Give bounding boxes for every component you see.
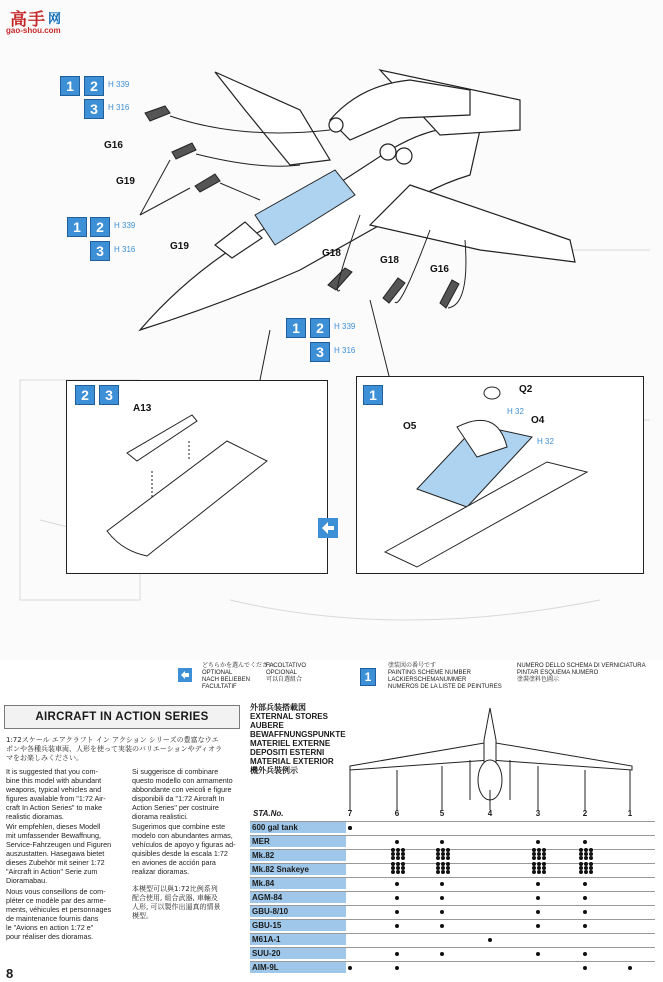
- store-name: GBU-15: [250, 920, 346, 931]
- legend-scheme: [388, 663, 502, 691]
- scheme-badge-3: 3: [310, 342, 330, 362]
- store-mark: [391, 870, 395, 874]
- stores-header-line: MATERIAL EXTERIOR: [250, 757, 334, 766]
- station-number: 4: [487, 809, 493, 818]
- store-mark: [446, 870, 450, 874]
- series-text-es: Sugerimos que combine este modelo con abundantes armas, vehículos de apoyo y figuras ad- quisibles desde la escala 1:72 en aviones de acción para realizar dioramas.: [132, 822, 236, 876]
- legend-line: FACOLTATIVO: [266, 663, 307, 669]
- scheme-badge-1: 1: [363, 385, 383, 405]
- store-name: AGM-84: [250, 892, 346, 903]
- store-mark: [537, 870, 541, 874]
- legend-line: NUMEROS DE LA LISTE DE PEINTURES: [388, 684, 502, 690]
- table-row: [250, 849, 655, 861]
- store-mark: [583, 910, 587, 914]
- store-mark: [348, 966, 352, 970]
- part-label: G18: [322, 248, 341, 259]
- store-mark: [395, 910, 399, 914]
- store-mark: [440, 910, 444, 914]
- store-mark: [396, 870, 400, 874]
- scheme-badge-3: 3: [84, 99, 104, 119]
- store-mark: [583, 882, 587, 886]
- store-mark: [440, 896, 444, 900]
- part-label: A13: [133, 403, 152, 414]
- legend-line: NACH BELIEBEN: [202, 677, 251, 683]
- stores-header-line: DEPOSITI ESTERNI: [250, 748, 325, 757]
- stores-header: [250, 703, 346, 775]
- store-mark: [583, 952, 587, 956]
- store-mark: [401, 870, 405, 874]
- station-header-label: STA.No.: [253, 809, 284, 818]
- inset-panel-right: [356, 376, 644, 574]
- station-number: 6: [394, 809, 400, 818]
- store-name: Mk.84: [250, 878, 346, 889]
- site-logo: [4, 4, 74, 38]
- store-mark: [532, 856, 536, 860]
- table-row: [250, 905, 655, 917]
- store-mark: [583, 924, 587, 928]
- part-label: O5: [403, 421, 417, 432]
- station-number: 2: [582, 809, 588, 818]
- store-mark: [583, 966, 587, 970]
- logo-title: 高手: [10, 10, 46, 30]
- store-name: M61A-1: [250, 934, 346, 945]
- part-label: Q2: [519, 384, 533, 395]
- scheme-badge-1: 1: [67, 217, 87, 237]
- store-name: GBU-8/10: [250, 906, 346, 917]
- part-label: G18: [380, 255, 399, 266]
- table-row: [250, 877, 655, 889]
- part-label: G19: [116, 176, 135, 187]
- store-mark: [446, 856, 450, 860]
- logo-sub: 网: [48, 12, 63, 27]
- store-mark: [391, 856, 395, 860]
- series-text-it: Si suggerisce di combinare questo modello con armamento abbondante con veicoli e figure disponibili da "1:72 Aircraft In Action Series" per costruire diorama realistici.: [132, 767, 233, 821]
- part-label: G19: [170, 241, 189, 252]
- store-name: SUU-20: [250, 948, 346, 959]
- station-number: 1: [627, 809, 633, 818]
- store-mark: [584, 856, 588, 860]
- store-mark: [584, 870, 588, 874]
- store-mark: [536, 924, 540, 928]
- table-row: [250, 863, 655, 875]
- store-mark: [395, 952, 399, 956]
- logo-url: gao-shou.com: [6, 26, 61, 35]
- legend-line: FACULTATIF: [202, 684, 237, 690]
- store-name: MER: [250, 836, 346, 847]
- store-name: Mk.82 Snakeye: [250, 864, 346, 875]
- paint-code: H 32: [537, 437, 554, 446]
- legend-line: NUMERO DELLO SCHEMA DI VERNICIATURA: [517, 663, 646, 669]
- series-text-de: Wir empfehlen, dieses Modell mit umfassender Bewaffnung, Service-Fahrzeugen und Figuren auszustatten. Hasegawa bietet dieses Zubehör mit seiner 1:72 "Aircraft in Action" Serie zum Dioramabau.: [6, 822, 112, 885]
- table-row: [250, 821, 655, 833]
- pylon-drawing: [67, 381, 327, 573]
- store-mark: [441, 856, 445, 860]
- series-text-cn: 本模型可以與1:72比例系列 配合使用, 組合武器, 車輛及 人形, 可以製作出逼真的情景 模型。: [132, 885, 221, 920]
- store-mark: [532, 870, 536, 874]
- store-mark: [589, 856, 593, 860]
- legend-line: 可以自選組合: [266, 677, 303, 683]
- store-mark: [440, 924, 444, 928]
- store-mark: [436, 870, 440, 874]
- store-mark: [536, 896, 540, 900]
- station-number: 5: [439, 809, 445, 818]
- paint-code: H 316: [334, 346, 356, 355]
- store-mark: [440, 882, 444, 886]
- table-row: [250, 933, 655, 945]
- station-number: 3: [535, 809, 541, 818]
- scheme-badge-2: 2: [90, 217, 110, 237]
- legend-line: どちらかを選んでください: [202, 663, 275, 669]
- table-row: [250, 961, 655, 973]
- stores-header-line: BEWAFFNUNGSPUNKTE: [250, 730, 346, 739]
- store-mark: [401, 856, 405, 860]
- optional-arrow-icon: [318, 518, 338, 538]
- store-mark: [536, 840, 540, 844]
- store-mark: [441, 870, 445, 874]
- legend-line: PINTAR ESQUEMA NUMERO: [517, 670, 599, 676]
- series-banner: [4, 705, 240, 729]
- store-mark: [395, 840, 399, 844]
- inset-panel-left: [66, 380, 328, 574]
- store-mark: [395, 966, 399, 970]
- ecm-pod-drawing: [357, 377, 643, 573]
- series-title: AIRCRAFT IN ACTION SERIES: [35, 711, 209, 723]
- store-mark: [583, 840, 587, 844]
- store-mark: [488, 938, 492, 942]
- store-mark: [440, 840, 444, 844]
- paint-code: H 316: [108, 103, 130, 112]
- scheme-badge-2: 2: [75, 385, 95, 405]
- store-mark: [628, 966, 632, 970]
- scheme-badge-2: 2: [310, 318, 330, 338]
- store-mark: [396, 856, 400, 860]
- store-mark: [537, 856, 541, 860]
- scheme-number-icon: 1: [360, 668, 376, 686]
- store-mark: [436, 856, 440, 860]
- store-mark: [395, 882, 399, 886]
- store-mark: [542, 870, 546, 874]
- scheme-badge-1: 1: [286, 318, 306, 338]
- legend-line: OPCIONAL: [266, 670, 298, 676]
- station-number: 7: [347, 809, 353, 818]
- legend-line: OPTIONAL: [202, 670, 233, 676]
- store-mark: [589, 870, 593, 874]
- page-number: 8: [6, 966, 14, 981]
- paint-code: H 339: [334, 322, 356, 331]
- scheme-badge-1: 1: [60, 76, 80, 96]
- paint-code: H 32: [507, 407, 524, 416]
- store-mark: [395, 896, 399, 900]
- store-name: 600 gal tank: [250, 822, 346, 833]
- table-row: [250, 947, 655, 959]
- scheme-badge-3: 3: [90, 241, 110, 261]
- store-mark: [536, 952, 540, 956]
- store-mark: [536, 882, 540, 886]
- store-mark: [440, 952, 444, 956]
- part-label: G16: [104, 140, 123, 151]
- legend-line: LACKIERSCHEMANUMMER: [388, 677, 467, 683]
- scheme-badge-3: 3: [99, 385, 119, 405]
- legend-optional: [202, 663, 274, 691]
- store-mark: [579, 870, 583, 874]
- table-row: [250, 891, 655, 903]
- stores-header-line: MATERIEL EXTERNE: [250, 739, 331, 748]
- symbol-legend: [0, 660, 663, 700]
- legend-line: 塗装図の番号です: [388, 663, 437, 669]
- stores-header-line: 外部兵装搭載図: [250, 703, 306, 712]
- legend-line: 塗裝塗料色圖示: [517, 677, 560, 683]
- stores-header-line: EXTERNAL STORES: [250, 712, 328, 721]
- series-text-jp: 1:72スケール エアクラフト イン アクション シリーズの豊富なウエ ポンや各種兵装車両、人形を使って実装のバリエーションやディオラ マをお楽しみください。: [6, 736, 223, 762]
- store-mark: [583, 896, 587, 900]
- store-name: Mk.82: [250, 850, 346, 861]
- table-row: [250, 919, 655, 931]
- store-mark: [542, 856, 546, 860]
- series-text-fr: Nous vous conseillons de com- pléter ce modèle par des arme- ments, véhicules et personnages de maintenance fournis dans le "Avions en action 1:72 e" pour réaliser des dioramas.: [6, 887, 112, 941]
- legend-scheme-2: [517, 663, 646, 684]
- paint-code: H 339: [114, 221, 136, 230]
- store-name: AIM-9L: [250, 962, 346, 973]
- series-text-en: It is suggested that you com- bine this model with abundant weapons, typical vehicles and figures available from "1:72 Air- craft In Action Series" to make realistic dioramas.: [6, 767, 106, 821]
- legend-optional-2: [266, 663, 306, 684]
- store-mark: [348, 826, 352, 830]
- optional-icon: [178, 668, 192, 682]
- store-mark: [579, 856, 583, 860]
- stores-header-line: 機外兵裝例示: [250, 766, 298, 775]
- legend-line: PAINTING SCHEME NUMBER: [388, 670, 471, 676]
- paint-code: H 316: [114, 245, 136, 254]
- scheme-badge-2: 2: [84, 76, 104, 96]
- stores-header-line: AUBERE: [250, 721, 284, 730]
- part-label: O4: [531, 415, 545, 426]
- paint-code: H 339: [108, 80, 130, 89]
- store-mark: [395, 924, 399, 928]
- part-label: G16: [430, 264, 449, 275]
- table-row: [250, 835, 655, 847]
- store-mark: [536, 910, 540, 914]
